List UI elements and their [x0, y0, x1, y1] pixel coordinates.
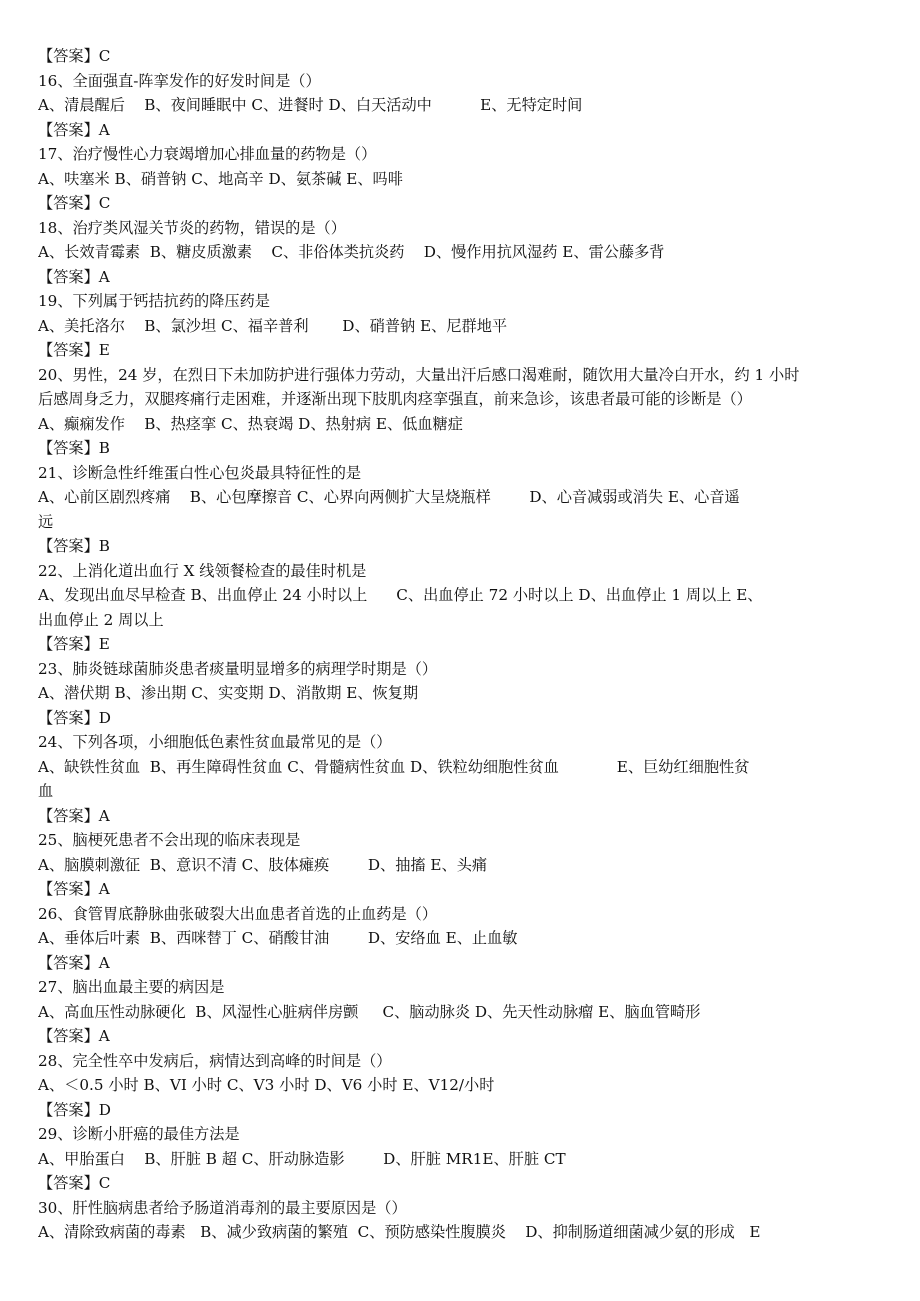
options-line: A、清晨醒后 B、夜间睡眠中 C、进餐时 D、白天活动中 E、无特定时间	[38, 96, 583, 114]
options-line: A、缺铁性贫血 B、再生障碍性贫血 C、骨髓病性贫血 D、铁粒幼细胞性贫血 E、巨幼红细胞性贫	[38, 757, 750, 776]
answer-line: 【答案】A	[38, 953, 110, 972]
options-line: A、甲胎蛋白 B、肝脏 B 超 C、肝动脉造影 D、肝脏 MR1E、肝脏 CT	[38, 1149, 566, 1168]
answer-line: 【答案】B	[38, 439, 110, 457]
answer-line: 【答案】A	[38, 267, 110, 286]
answer-line: 【答案】C	[38, 194, 111, 212]
options-line: A、清除致病菌的毒素 B、减少致病菌的繁殖 C、预防感染性腹膜炎 D、抑制肠道细菌减少氨的形成 E	[38, 1223, 761, 1241]
options-line: A、高血压性动脉硬化 B、风湿性心脏病伴房颤 C、脑动脉炎 D、先天性动脉瘤 E、脑血管畸形	[38, 1002, 701, 1021]
question-line: 24、下列各项，小细胞低色素性贫血最常见的是（）	[38, 733, 392, 751]
question-line: 20、男性，24 岁，在烈日下未加防护进行强体力劳动，大量出汗后感口渴难耐，随饮用大量冷白开水，约 1 小时	[38, 365, 800, 384]
answer-line: 【答案】E	[38, 635, 110, 653]
question-line: 21、诊断急性纤维蛋白性心包炎最具特征性的是	[38, 463, 362, 482]
answer-line: 【答案】B	[38, 537, 110, 555]
answer-line: 【答案】E	[38, 341, 110, 359]
answer-line: 【答案】A	[38, 120, 110, 139]
answer-line: 【答案】A	[38, 880, 110, 898]
answer-line: 【答案】A	[38, 1027, 110, 1045]
question-line: 28、完全性卒中发病后，病情达到高峰的时间是（）	[38, 1051, 392, 1070]
answer-line: 【答案】D	[38, 708, 111, 727]
question-line: 26、食管胃底静脉曲张破裂大出血患者首选的止血药是（）	[38, 904, 438, 923]
options-line: A、脑膜刺激征 B、意识不清 C、肢体瘫痪 D、抽搐 E、头痛	[38, 855, 488, 874]
question-line: 17、治疗慢性心力衰竭增加心排血量的药物是（）	[38, 145, 377, 163]
question-line: 19、下列属于钙拮抗药的降压药是	[38, 292, 270, 310]
options-line: A、发现出血尽早检查 B、出血停止 24 小时以上 C、出血停止 72 小时以上 D、出血停止 1 周以上 E、	[38, 586, 763, 604]
options-line: A、美托洛尔 B、氯沙坦 C、福辛普利 D、硝普钠 E、尼群地平	[38, 316, 508, 335]
options-line: 远	[38, 512, 54, 531]
question-line: 23、肺炎链球菌肺炎患者痰量明显增多的病理学时期是（）	[38, 659, 438, 678]
question-line: 27、脑出血最主要的病因是	[38, 978, 225, 996]
options-line: A、＜0.5 小时 B、VI 小时 C、V3 小时 D、V6 小时 E、V12/小时	[38, 1076, 495, 1094]
answer-line: 【答案】C	[38, 1174, 111, 1192]
options-line: A、心前区剧烈疼痛 B、心包摩擦音 C、心界向两侧扩大呈烧瓶样 D、心音减弱或消失 E、心音遥	[38, 488, 740, 506]
options-line: A、呋塞米 B、硝普钠 C、地高辛 D、氨茶碱 E、吗啡	[38, 169, 403, 188]
options-line: 出血停止 2 周以上	[38, 610, 164, 629]
options-line: 血	[38, 782, 54, 800]
options-line: A、潜伏期 B、渗出期 C、实变期 D、消散期 E、恢复期	[38, 684, 419, 702]
answer-line: 【答案】C	[38, 47, 111, 65]
question-line: 16、全面强直-阵挛发作的好发时间是（）	[38, 71, 321, 90]
question-line: 30、肝性脑病患者给予肠道消毒剂的最主要原因是（）	[38, 1198, 407, 1217]
options-line: A、癫痫发作 B、热痉挛 C、热衰竭 D、热射病 E、低血糖症	[38, 414, 463, 433]
answer-line: 【答案】A	[38, 806, 110, 825]
question-line: 29、诊断小肝癌的最佳方法是	[38, 1125, 240, 1143]
options-line: A、长效青霉素 B、糖皮质激素 C、非俗体类抗炎药 D、慢作用抗风湿药 E、雷公藤多背	[38, 243, 665, 261]
question-line: 25、脑梗死患者不会出现的临床表现是	[38, 831, 301, 849]
options-line: A、垂体后叶素 B、西咪替丁 C、硝酸甘油 D、安络血 E、止血敏	[38, 929, 518, 947]
answer-line: 【答案】D	[38, 1100, 111, 1119]
document-page	[38, 44, 888, 1245]
question-line: 18、治疗类风湿关节炎的药物，错误的是（）	[38, 218, 346, 237]
options-line: 后感周身乏力，双腿疼痛行走困难，并逐渐出现下肢肌肉痉挛强直，前来急诊，该患者最可能的诊断是（）	[38, 390, 752, 408]
question-line: 22、上消化道出血行 X 线领餐检查的最佳时机是	[38, 561, 367, 580]
